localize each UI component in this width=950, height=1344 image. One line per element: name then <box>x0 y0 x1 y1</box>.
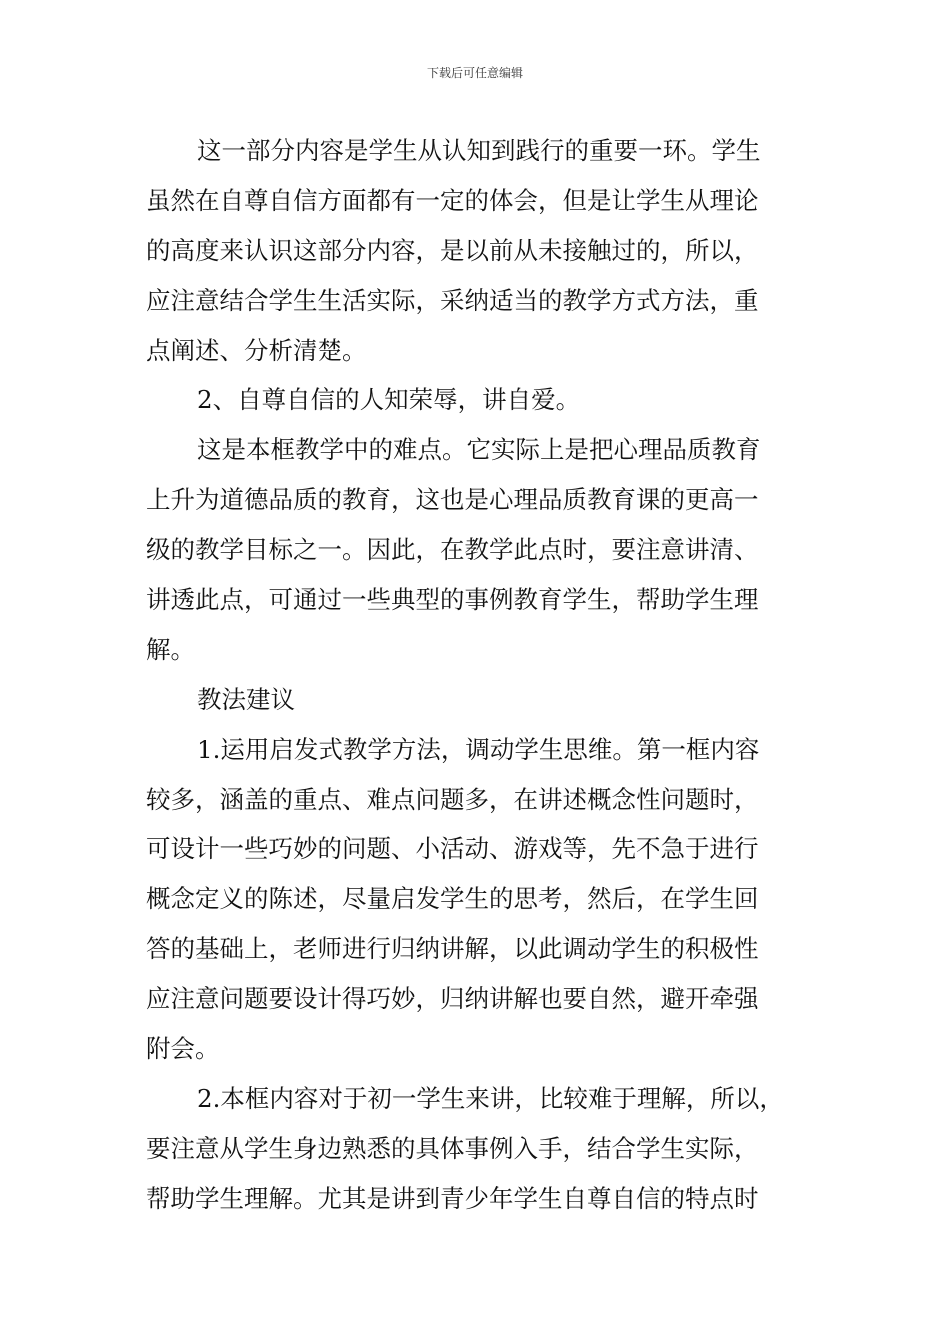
text-line: 应注意问题要设计得巧妙，归纳讲解也要自然，避开牵强 <box>146 984 759 1014</box>
section-heading: 教法建议 <box>197 684 295 714</box>
text-line: 较多，涵盖的重点、难点问题多，在讲述概念性问题时， <box>146 784 759 814</box>
text-line: 帮助学生理解。尤其是讲到青少年学生自尊自信的特点时 <box>146 1183 759 1213</box>
text-line: 答的基础上，老师进行归纳讲解，以此调动学生的积极性 <box>146 934 759 964</box>
text-line: 这一部分内容是学生从认知到践行的重要一环。学生 <box>197 136 761 165</box>
text-line: 可设计一些巧妙的问题、小活动、游戏等，先不急于进行 <box>146 834 759 864</box>
text-line: 讲透此点，可通过一些典型的事例教育学生，帮助学生理 <box>146 585 759 615</box>
text-line: 应注意结合学生生活实际，采纳适当的教学方式方法，重 <box>146 285 759 315</box>
text-line: 解。 <box>146 634 195 664</box>
page-header: 下载后可任意编辑 <box>426 66 523 80</box>
document-body <box>146 126 826 1224</box>
text-line: 的高度来认识这部分内容，是以前从未接触过的，所以， <box>146 235 759 265</box>
text-line: 附会。 <box>146 1034 220 1064</box>
text-line: 1.运用启发式教学方法，调动学生思维。第一框内容 <box>197 734 760 764</box>
text-line: 要注意从学生身边熟悉的具体事例入手，结合学生实际， <box>146 1133 759 1163</box>
text-line: 上升为道德品质的教育，这也是心理品质教育课的更高一 <box>146 485 759 515</box>
text-line: 级的教学目标之一。因此，在教学此点时，要注意讲清、 <box>146 535 759 565</box>
text-line: 虽然在自尊自信方面都有一定的体会，但是让学生从理论 <box>146 185 759 215</box>
text-line: 点阐述、分析清楚。 <box>146 335 367 365</box>
section-heading: 2、自尊自信的人知荣辱，讲自爱。 <box>197 385 581 415</box>
text-line: 这是本框教学中的难点。它实际上是把心理品质教育 <box>197 435 761 465</box>
text-line: 2.本框内容对于初一学生来讲，比较难于理解，所以， <box>197 1083 784 1113</box>
text-line: 概念定义的陈述，尽量启发学生的思考，然后，在学生回 <box>146 884 759 914</box>
